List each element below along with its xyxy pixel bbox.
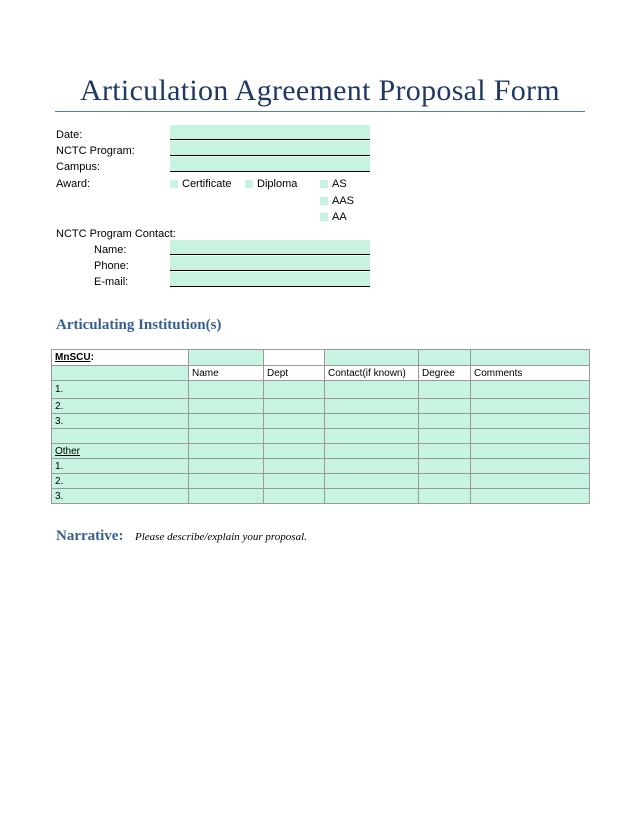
comments-cell[interactable] [471, 399, 590, 414]
table-cell [52, 366, 189, 381]
contact-email-label: E-mail: [94, 276, 129, 288]
table-cell [264, 350, 325, 366]
contact-name-label: Name: [94, 244, 127, 256]
column-header-name: Name [189, 366, 264, 381]
program-label: NCTC Program: [56, 145, 135, 157]
table-cell [471, 350, 590, 366]
contact-cell[interactable] [325, 381, 419, 399]
table-row [52, 444, 590, 459]
name-cell[interactable] [189, 474, 264, 489]
certificate-checkbox[interactable] [170, 180, 178, 188]
row-number: 3. [52, 489, 189, 504]
degree-cell[interactable] [419, 459, 471, 474]
table-cell [471, 444, 590, 459]
dept-cell[interactable] [264, 414, 325, 429]
table-header-row [52, 366, 590, 381]
degree-cell[interactable] [419, 414, 471, 429]
name-cell[interactable] [189, 459, 264, 474]
degree-cell[interactable] [419, 474, 471, 489]
table-cell [264, 444, 325, 459]
dept-cell[interactable] [264, 399, 325, 414]
table-cell [419, 350, 471, 366]
table-cell [189, 444, 264, 459]
row-number: 1. [52, 459, 189, 474]
name-cell[interactable] [189, 489, 264, 504]
mnscu-label: MnSCU [55, 352, 91, 363]
contact-cell[interactable] [325, 489, 419, 504]
aa-option-label: AA [332, 211, 347, 223]
contact-cell[interactable] [325, 414, 419, 429]
dept-cell[interactable] [264, 489, 325, 504]
table-row [52, 429, 590, 444]
other-cell [52, 444, 189, 459]
table-cell [52, 429, 189, 444]
row-number: 1. [52, 381, 189, 399]
table-row [52, 399, 590, 414]
degree-cell[interactable] [419, 399, 471, 414]
aa-checkbox[interactable] [320, 213, 328, 221]
contact-cell[interactable] [325, 459, 419, 474]
table-row [52, 381, 590, 399]
row-number: 2. [52, 399, 189, 414]
title-divider [55, 111, 585, 112]
diploma-option-label: Diploma [257, 178, 298, 190]
award-label: Award: [56, 178, 91, 190]
name-cell[interactable] [189, 414, 264, 429]
as-option-label: AS [332, 178, 347, 190]
institutions-heading: Articulating Institution(s) [56, 317, 222, 333]
column-header-comments: Comments [471, 366, 590, 381]
as-checkbox[interactable] [320, 180, 328, 188]
table-row [52, 414, 590, 429]
contact-email-field[interactable] [170, 272, 370, 287]
dept-cell[interactable] [264, 381, 325, 399]
table-cell [325, 350, 419, 366]
table-cell [471, 429, 590, 444]
comments-cell[interactable] [471, 414, 590, 429]
degree-cell[interactable] [419, 381, 471, 399]
name-cell[interactable] [189, 381, 264, 399]
table-cell [325, 429, 419, 444]
comments-cell[interactable] [471, 474, 590, 489]
campus-label: Campus: [56, 161, 101, 173]
aas-checkbox[interactable] [320, 197, 328, 205]
campus-field[interactable] [170, 157, 370, 172]
narrative-heading: Narrative: [56, 528, 124, 544]
column-header-contact: Contact(if known) [325, 366, 419, 381]
program-field[interactable] [170, 141, 370, 156]
row-number: 2. [52, 474, 189, 489]
contact-phone-field[interactable] [170, 256, 370, 271]
contact-cell[interactable] [325, 399, 419, 414]
table-cell [419, 429, 471, 444]
table-cell [189, 350, 264, 366]
diploma-checkbox[interactable] [245, 180, 253, 188]
institutions-table [51, 349, 590, 504]
contact-phone-label: Phone: [94, 260, 129, 272]
comments-cell[interactable] [471, 381, 590, 399]
table-cell [264, 429, 325, 444]
table-cell [189, 429, 264, 444]
name-cell[interactable] [189, 399, 264, 414]
dept-cell[interactable] [264, 459, 325, 474]
contact-label: NCTC Program Contact: [56, 228, 176, 240]
table-cell [419, 444, 471, 459]
degree-cell[interactable] [419, 489, 471, 504]
aas-option-label: AAS [332, 195, 355, 207]
page-title: Articulation Agreement Proposal Form [80, 74, 560, 107]
date-label: Date: [56, 129, 83, 141]
narrative-prompt: Please describe/explain your proposal. [135, 531, 307, 543]
contact-cell[interactable] [325, 474, 419, 489]
table-row [52, 459, 590, 474]
dept-cell[interactable] [264, 474, 325, 489]
table-row [52, 350, 590, 366]
other-label: Other [55, 445, 81, 457]
table-cell [325, 444, 419, 459]
table-row [52, 489, 590, 504]
column-header-dept: Dept [264, 366, 325, 381]
mnscu-cell: MnSCU: [52, 350, 189, 366]
table-row [52, 474, 590, 489]
date-field[interactable] [170, 125, 370, 140]
contact-name-field[interactable] [170, 240, 370, 255]
comments-cell[interactable] [471, 459, 590, 474]
comments-cell[interactable] [471, 489, 590, 504]
certificate-option-label: Certificate [182, 178, 232, 190]
row-number: 3. [52, 414, 189, 429]
column-header-degree: Degree [419, 366, 471, 381]
